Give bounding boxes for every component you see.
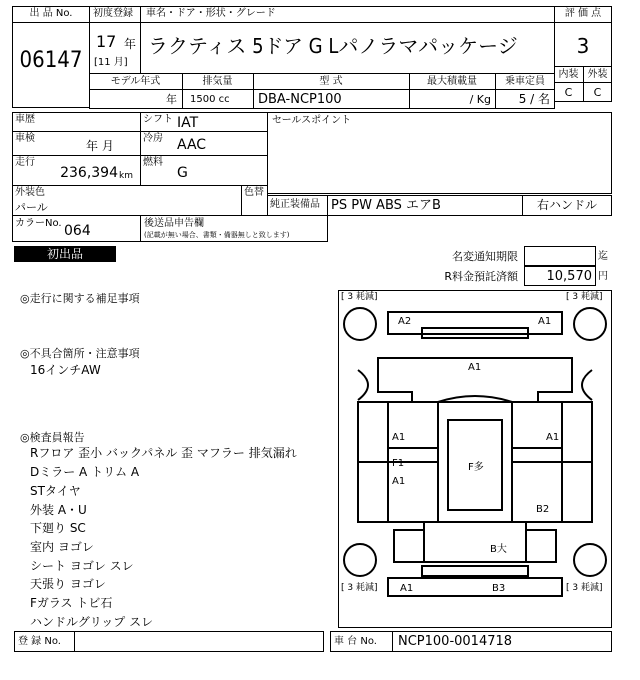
front-plate-icon (422, 566, 528, 576)
color-change-label: 色替 (244, 187, 264, 198)
tire-label-br: [ 3 耗減] (566, 583, 603, 593)
recycle-amount: 10,570 (546, 269, 592, 284)
recycle-unit: 円 (598, 271, 608, 282)
equipment-value: PS PW ABS エアB (331, 198, 441, 213)
inspector-line: 下廻り SC (30, 521, 86, 535)
mark-rear-panel: A1 (468, 362, 482, 373)
mark-hood: B大 (490, 544, 507, 555)
tire-label-bl: [ 3 耗減] (341, 583, 378, 593)
first-reg-label: 初度登録 (93, 8, 133, 19)
tire-front-left-icon (344, 544, 376, 576)
mark-right-rear: B2 (536, 504, 550, 515)
mark-front-bumper-center: B3 (492, 583, 506, 594)
tire-rear-left-icon (344, 308, 376, 340)
rear-bumper-icon (388, 312, 562, 334)
inspector-line: シート ヨゴレ スレ (30, 559, 134, 573)
exterior-grade: C (593, 86, 602, 99)
inspector-line: 天張り ヨゴレ (30, 577, 106, 591)
name-change-label: 名変通知期限 (452, 250, 518, 263)
inspector-line: Fガラス トビ石 (30, 596, 113, 610)
mark-rear-bumper-right: A1 (538, 316, 552, 327)
interior-label: 内装 (558, 69, 579, 80)
tire-label-tr: [ 3 耗減] (566, 292, 603, 302)
first-listing-badge: 初出品 (14, 246, 116, 262)
mark-right-side: A1 (546, 432, 560, 443)
capacity-label: 乗車定員 (505, 76, 545, 87)
shift-value: IAT (177, 115, 199, 131)
after-parts-label: 後送品申告欄 (144, 218, 204, 229)
chassis-label: 車 台 No. (334, 636, 377, 647)
sales-point-label: セールスポイント (272, 115, 352, 126)
mark-windshield: F多 (468, 462, 484, 473)
defect-line: 16インチAW (30, 363, 101, 377)
reg-no-label: 登 録 No. (18, 636, 61, 647)
inspector-line: STタイヤ (30, 484, 81, 498)
tire-rear-right-icon (574, 308, 606, 340)
first-reg-year: 17 (96, 32, 117, 51)
inspector-line: 室内 ヨゴレ (30, 540, 94, 554)
inspector-line: 外装 A・U (30, 503, 87, 517)
max-load-label: 最大積載量 (427, 76, 477, 87)
mark-left-door2: A1 (392, 476, 406, 487)
handle-value: 右ハンドル (536, 198, 597, 212)
capacity-value: 5 / 名 (518, 92, 550, 106)
ext-color-label: 外装色 (15, 187, 45, 198)
inspection-value: 年 月 (86, 139, 114, 153)
displacement-value: 1500 cc (190, 94, 230, 105)
mark-left-side: A1 (392, 432, 406, 443)
chassis-number: NCP100-0014718 (398, 634, 513, 649)
car-diagram-svg (338, 290, 612, 628)
inspector-line: Rフロア 歪小 バックパネル 歪 マフラー 排気漏れ (30, 446, 297, 460)
score-value: 3 (576, 34, 590, 58)
fuel-label: 燃料 (143, 157, 163, 168)
inspector-title: ◎検査員報告 (20, 431, 85, 444)
roof-icon (438, 396, 512, 522)
score-label: 評 価 点 (564, 8, 602, 19)
tire-label-tl: [ 3 耗減] (341, 292, 378, 302)
type-label: 型 式 (319, 76, 343, 87)
inspector-line: Dミラー A トリム A (30, 465, 140, 479)
lot-label: 出 品 No. (29, 8, 73, 19)
exterior-label: 外装 (587, 69, 608, 80)
color-no-value: 064 (64, 223, 91, 239)
name-change-box (524, 246, 596, 266)
car-name: ラクティス 5ドア G Lパノラマパッケージ (148, 34, 518, 58)
name-change-unit: 迄 (598, 251, 608, 262)
shift-label: シフト (143, 114, 173, 125)
max-load-value: / Kg (469, 93, 491, 106)
tire-front-right-icon (574, 544, 606, 576)
inspection-label: 車検 (15, 133, 35, 144)
ac-value: AAC (177, 137, 207, 153)
lot-number: 06147 (19, 48, 83, 73)
ext-color-value: パール (15, 201, 48, 214)
model-year-unit: 年 (166, 93, 177, 106)
mark-rear-bumper-left: A2 (398, 316, 412, 327)
color-no-label: カラーNo. (15, 218, 62, 229)
interior-grade: C (564, 86, 573, 99)
first-reg-month: [11 月] (94, 57, 128, 68)
mileage-value: 236,394 (60, 165, 118, 181)
defect-notes-title: ◎不具合箇所・注意事項 (20, 347, 140, 360)
hood-icon (424, 522, 526, 562)
inspector-line: ハンドルグリップ スレ (30, 615, 154, 629)
car-name-label: 車名・ドア・形状・グレード (146, 8, 276, 19)
mileage-unit: km (119, 171, 133, 181)
after-parts-note: (記載が無い場合、書類・備器無しと致します) (144, 231, 290, 239)
type-code: DBA-NCP100 (258, 92, 342, 107)
recycle-label: R料金預託済額 (444, 270, 518, 283)
mark-left-door: F1 (392, 458, 405, 469)
displacement-label: 排気量 (202, 76, 233, 87)
year-unit: 年 (124, 37, 137, 51)
mileage-label: 走行 (15, 157, 35, 168)
equipment-label: 純正装備品 (270, 199, 320, 210)
fuel-value: G (177, 165, 188, 181)
history-label: 車歴 (15, 114, 35, 125)
mark-front-bumper-left: A1 (400, 583, 414, 594)
front-bumper-icon (388, 578, 562, 596)
model-year-label: モデル年式 (110, 76, 161, 87)
ac-label: 冷房 (143, 133, 163, 144)
driving-notes-title: ◎走行に関する補足事項 (20, 292, 140, 305)
